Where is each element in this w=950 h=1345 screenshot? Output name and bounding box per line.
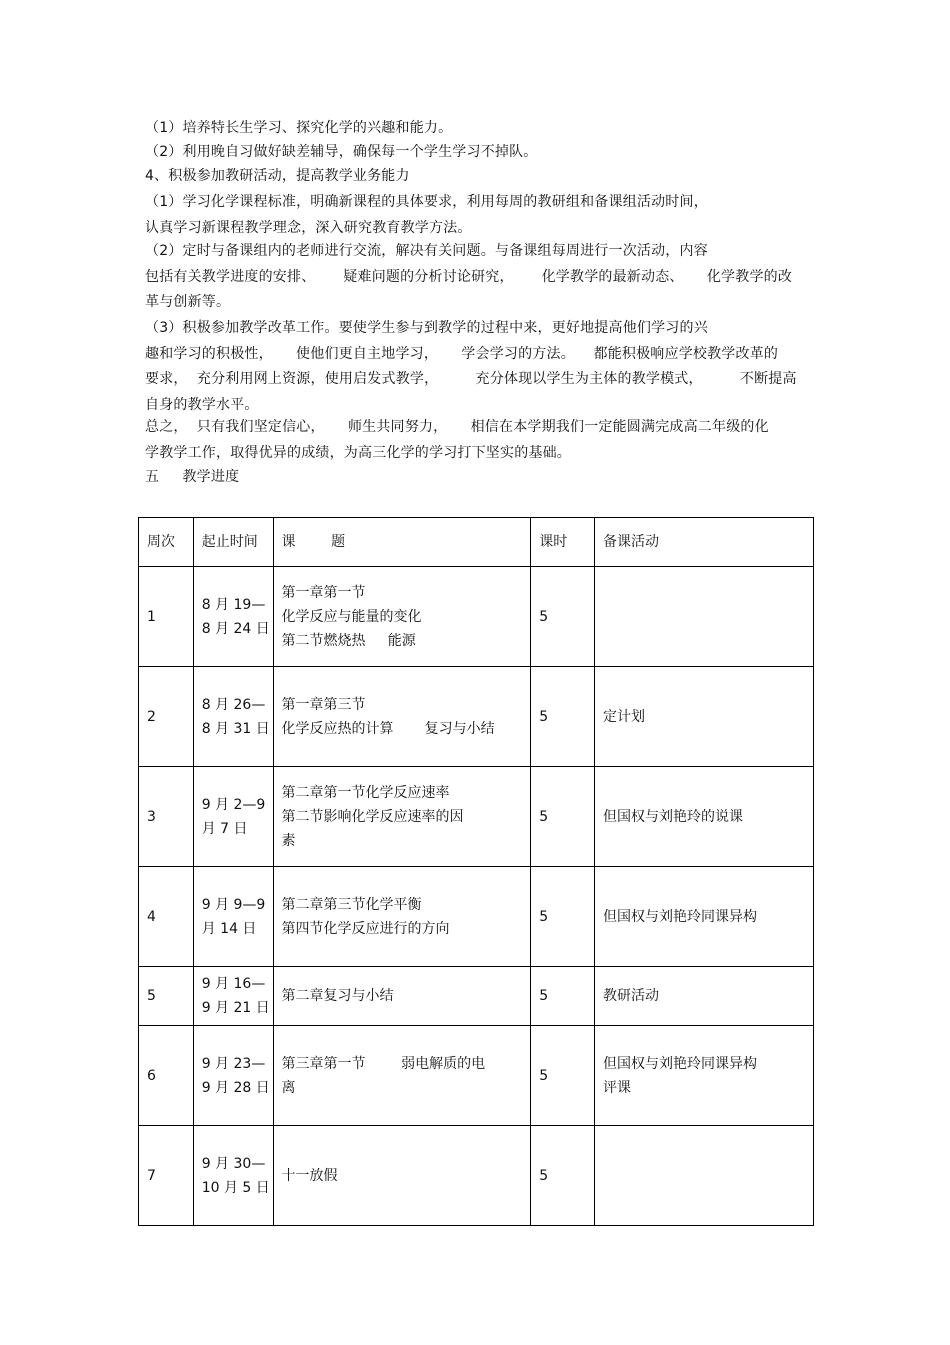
cell-topic: 第一章第三节 化学反应热的计算 复习与小结	[273, 667, 531, 767]
table-row	[139, 767, 814, 867]
cell-activity	[595, 1126, 814, 1226]
cell-dates: 9 月 16— 9 月 21 日	[193, 967, 273, 1026]
cell-hours: 5	[531, 1026, 595, 1126]
cell-activity: 但国权与刘艳玲同课异构 评课	[595, 1026, 814, 1126]
cell-activity: 但国权与刘艳玲同课异构	[595, 867, 814, 967]
header-topic: 课 题	[273, 518, 531, 567]
cell-week: 5	[139, 967, 194, 1026]
cell-activity	[595, 567, 814, 667]
cell-topic: 第三章第一节 弱电解质的电 离	[273, 1026, 531, 1126]
section-heading-research: 4、积极参加教研活动，提高教学业务能力	[145, 168, 410, 184]
cell-week: 1	[139, 567, 194, 667]
cell-week: 2	[139, 667, 194, 767]
section-heading-schedule: 五 教学进度	[145, 469, 240, 485]
table-row	[139, 967, 814, 1026]
cell-hours: 5	[531, 567, 595, 667]
cell-dates: 9 月 23— 9 月 28 日	[193, 1026, 273, 1126]
header-dates: 起止时间	[193, 518, 273, 567]
cell-hours: 5	[531, 1126, 595, 1226]
cell-topic: 十一放假	[273, 1126, 531, 1226]
paragraph-interest: （1）培养特长生学习、探究化学的兴趣和能力。	[145, 120, 453, 136]
table-header-row	[139, 518, 814, 567]
teaching-schedule-table	[138, 517, 814, 1226]
cell-hours: 5	[531, 667, 595, 767]
cell-activity: 但国权与刘艳玲的说课	[595, 767, 814, 867]
cell-activity: 定计划	[595, 667, 814, 767]
cell-dates: 9 月 30— 10 月 5 日	[193, 1126, 273, 1226]
paragraph-curriculum: （1）学习化学课程标准，明确新课程的具体要求，利用每周的教研组和备课组活动时间， 认真学习新课程教学理念，深入研究教育教学方法。	[145, 194, 708, 236]
paragraph-reform: （3）积极参加教学改革工作。要使学生参与到教学的过程中来，更好地提高他们学习的兴 趣和学习的积极性， 使他们更自主地学习， 学会学习的方法。 都能积极响应学校教学改革的 要求， 充分利用网上资源，使用启发式教学， 充分体现以学生为主体的教学模式， 不断提高 自身的教学水平。	[145, 320, 797, 413]
cell-topic: 第二章第三节化学平衡 第四节化学反应进行的方向	[273, 867, 531, 967]
cell-dates: 8 月 26— 8 月 31 日	[193, 667, 273, 767]
cell-activity: 教研活动	[595, 967, 814, 1026]
cell-topic: 第二章第一节化学反应速率 第二节影响化学反应速率的因 素	[273, 767, 531, 867]
header-week: 周次	[139, 518, 194, 567]
table-row	[139, 1026, 814, 1126]
cell-week: 4	[139, 867, 194, 967]
cell-week: 6	[139, 1026, 194, 1126]
cell-dates: 9 月 2—9 月 7 日	[193, 767, 273, 867]
cell-week: 7	[139, 1126, 194, 1226]
header-hours: 课时	[531, 518, 595, 567]
table-row	[139, 567, 814, 667]
table-row	[139, 667, 814, 767]
cell-hours: 5	[531, 767, 595, 867]
paragraph-communication: （2）定时与备课组内的老师进行交流，解决有关问题。与备课组每周进行一次活动，内容 包括有关教学进度的安排、 疑难问题的分析讨论研究， 化学教学的最新动态、 化学教学的改 革与创新等。	[145, 243, 793, 310]
cell-hours: 5	[531, 867, 595, 967]
cell-topic: 第二章复习与小结	[273, 967, 531, 1026]
cell-dates: 8 月 19— 8 月 24 日	[193, 567, 273, 667]
table-row	[139, 1126, 814, 1226]
cell-topic: 第一章第一节 化学反应与能量的变化 第二节燃烧热 能源	[273, 567, 531, 667]
header-activity: 备课活动	[595, 518, 814, 567]
paragraph-tutoring: （2）利用晚自习做好缺差辅导，确保每一个学生学习不掉队。	[145, 144, 538, 160]
cell-week: 3	[139, 767, 194, 867]
cell-hours: 5	[531, 967, 595, 1026]
paragraph-summary: 总之， 只有我们坚定信心， 师生共同努力， 相信在本学期我们一定能圆满完成高二年级的化 学教学工作，取得优异的成绩，为高三化学的学习打下坚实的基础。	[145, 419, 769, 461]
cell-dates: 9 月 9—9 月 14 日	[193, 867, 273, 967]
table-row	[139, 867, 814, 967]
